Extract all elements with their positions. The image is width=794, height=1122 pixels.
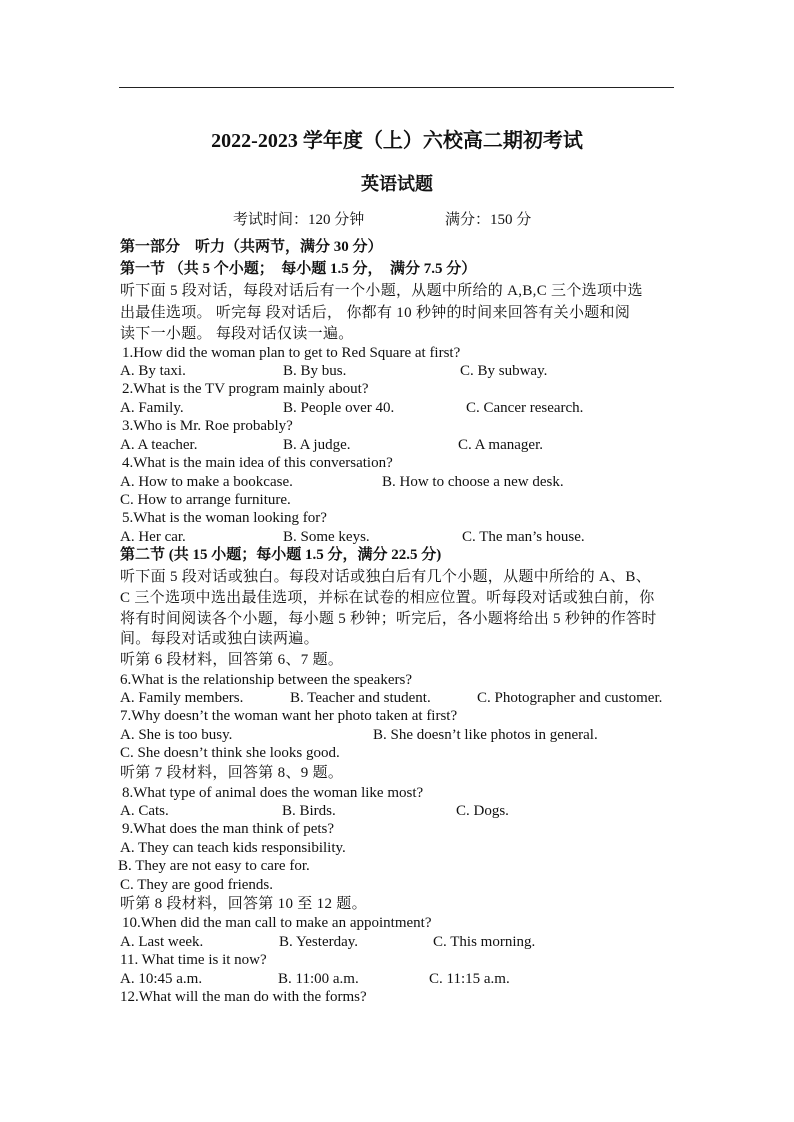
option-c: C. The man’s house. bbox=[462, 529, 585, 545]
part1-heading: 第一部分 听力（共两节，满分 30 分） bbox=[120, 239, 383, 255]
question-stem: 3.Who is Mr. Roe probably? bbox=[122, 418, 293, 434]
option-c: C. 11:15 a.m. bbox=[429, 971, 510, 987]
section2-instruction-line: 听下面 5 段对话或独白。每段对话或独白后有几个小题，从题中所给的 A、B、 bbox=[120, 569, 651, 585]
question-stem: 2.What is the TV program mainly about? bbox=[122, 381, 369, 397]
option-b: B. Some keys. bbox=[283, 529, 370, 545]
option-c: C. How to arrange furniture. bbox=[120, 492, 291, 508]
option-c: C. Dogs. bbox=[456, 803, 509, 819]
material-note: 听第 7 段材料，回答第 8、9 题。 bbox=[120, 765, 344, 781]
option-c: C. A manager. bbox=[458, 437, 543, 453]
exam-time: 考试时间：120 分钟 bbox=[233, 212, 365, 228]
exam-title: 2022-2023 学年度（上）六校高二期初考试 bbox=[211, 130, 583, 152]
option-a: A. She is too busy. bbox=[120, 727, 233, 743]
option-c: C. Cancer research. bbox=[466, 400, 584, 416]
question-stem: 5.What is the woman looking for? bbox=[122, 510, 327, 526]
option-b: B. Teacher and student. bbox=[290, 690, 431, 706]
option-c: C. By subway. bbox=[460, 363, 548, 379]
exam-score: 满分：150 分 bbox=[445, 212, 532, 228]
option-b: B. A judge. bbox=[283, 437, 351, 453]
option-a: A. A teacher. bbox=[120, 437, 198, 453]
question-stem: 9.What does the man think of pets? bbox=[122, 821, 335, 837]
option-b: B. Yesterday. bbox=[279, 934, 359, 950]
question-stem: 12.What will the man do with the forms? bbox=[120, 989, 367, 1005]
option-a: A. Her car. bbox=[120, 529, 186, 545]
option-c: C. They are good friends. bbox=[120, 877, 274, 893]
option-b: B. Birds. bbox=[282, 803, 336, 819]
question-stem: 8.What type of animal does the woman like most? bbox=[122, 785, 424, 801]
option-b: B. They are not easy to care for. bbox=[118, 858, 310, 874]
option-a: A. Family. bbox=[120, 400, 184, 416]
section1-instruction-line: 读下一小题。 每段对话仅读一遍。 bbox=[120, 326, 354, 342]
question-stem: 7.Why doesn’t the woman want her photo taken at first? bbox=[120, 708, 458, 724]
option-c: C. Photographer and customer. bbox=[477, 690, 663, 706]
question-stem: 11. What time is it now? bbox=[120, 952, 267, 968]
section2-heading: 第二节 (共 15 小题；每小题 1.5 分，满分 22.5 分) bbox=[120, 547, 442, 563]
section1-instruction-line: 出最佳选项。 听完每 段对话后， 你都有 10 秒钟的时间来回答有关小题和阅 bbox=[120, 305, 631, 321]
option-a: A. Family members. bbox=[120, 690, 244, 706]
option-a: A. How to make a bookcase. bbox=[120, 474, 293, 490]
option-c: C. She doesn’t think she looks good. bbox=[120, 745, 340, 761]
option-a: A. Last week. bbox=[120, 934, 204, 950]
material-note: 听第 6 段材料，回答第 6、7 题。 bbox=[120, 652, 344, 668]
header-rule bbox=[119, 87, 674, 88]
question-stem: 1.How did the woman plan to get to Red Square at first? bbox=[122, 345, 461, 361]
option-b: B. 11:00 a.m. bbox=[278, 971, 359, 987]
option-b: B. How to choose a new desk. bbox=[382, 474, 564, 490]
option-a: A. Cats. bbox=[120, 803, 169, 819]
exam-subtitle: 英语试题 bbox=[361, 174, 433, 194]
option-b: B. She doesn’t like photos in general. bbox=[373, 727, 598, 743]
option-a: A. They can teach kids responsibility. bbox=[120, 840, 346, 856]
section1-instruction-line: 听下面 5 段对话，每段对话后有一个小题，从题中所给的 A,B,C 三个选项中选 bbox=[120, 283, 643, 299]
option-a: A. 10:45 a.m. bbox=[120, 971, 203, 987]
option-b: B. By bus. bbox=[283, 363, 347, 379]
section1-heading: 第一节 （共 5 个小题； 每小题 1.5 分， 满分 7.5 分） bbox=[120, 261, 477, 277]
section2-instruction-line: C 三个选项中选出最佳选项，并标在试卷的相应位置。听每段对话或独白前，你 bbox=[120, 590, 655, 606]
option-a: A. By taxi. bbox=[120, 363, 186, 379]
material-note: 听第 8 段材料，回答第 10 至 12 题。 bbox=[120, 896, 367, 912]
question-stem: 10.When did the man call to make an appointment? bbox=[122, 915, 432, 931]
question-stem: 6.What is the relationship between the speakers? bbox=[120, 672, 412, 688]
section2-instruction-line: 间。每段对话或独白读两遍。 bbox=[120, 631, 319, 647]
option-c: C. This morning. bbox=[433, 934, 536, 950]
option-b: B. People over 40. bbox=[283, 400, 395, 416]
question-stem: 4.What is the main idea of this conversation? bbox=[122, 455, 393, 471]
section2-instruction-line: 将有时间阅读各个小题，每小题 5 秒钟；听完后，各小题将给出 5 秒钟的作答时 bbox=[120, 611, 657, 627]
